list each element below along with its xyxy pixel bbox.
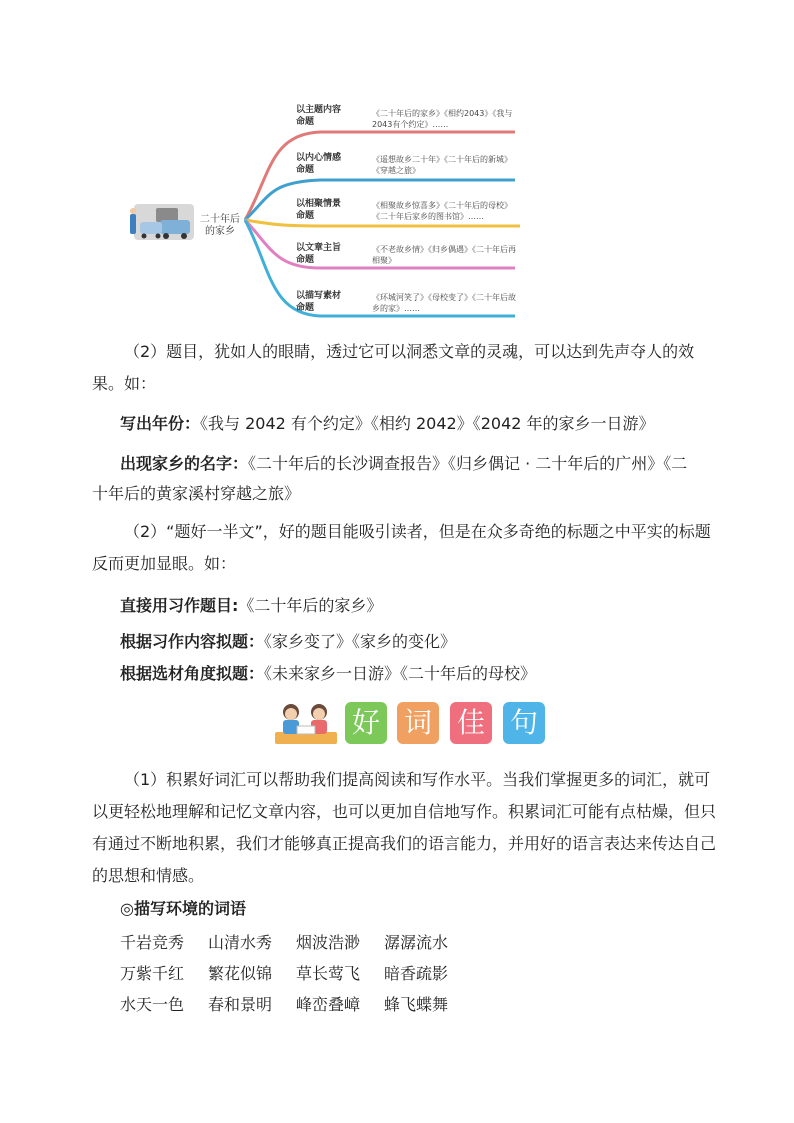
branch-example-gathering: 《相聚故乡惊喜多》《二十年后的母校》《二十年后家乡的图书馆》…… <box>372 201 512 221</box>
paragraph-vocabulary: （1）积累好词汇可以帮助我们提高阅读和写作水平。当我们掌握更多的词汇，就可以更轻松地理解和记忆文章内容，也可以更加自信地写作。积累词汇可能有点枯燥，但只有通过不断地积累，我们才能够真正提高我们的语言能力，并用好的语言表达来传达自己的思想和情感。 <box>92 770 717 885</box>
banner-tile-ju: 句 <box>503 702 545 744</box>
example-year-label: 写出年份： <box>120 414 201 433</box>
example-name-label: 出现家乡的名字： <box>120 454 249 473</box>
word-row <box>120 992 472 1015</box>
angle-title-line <box>120 662 536 686</box>
content-title-line <box>120 630 456 654</box>
paragraph-simple-title: （2）“题好一半文”，好的题目能吸引读者，但是在众多奇绝的标题之中平实的标题反而更加显眼。如： <box>92 522 711 573</box>
branch-label-theme: 以主题内容命题 <box>296 105 342 127</box>
content-title-text: 《家乡变了》《家乡的变化》 <box>264 632 457 651</box>
word-item: 蜂飞蝶舞 <box>384 995 449 1014</box>
word-item: 繁花似锦 <box>208 964 273 983</box>
word-item: 千岩竞秀 <box>120 933 185 952</box>
word-item: 水天一色 <box>120 995 185 1014</box>
direct-title-line <box>120 594 382 618</box>
word-item: 潺潺流水 <box>384 933 449 952</box>
content-title-label: 根据习作内容拟题： <box>120 632 265 651</box>
branch-label-material: 以描写素材命题 <box>296 291 342 313</box>
word-item: 暗香疏影 <box>384 964 449 983</box>
word-item: 万紫千红 <box>120 964 185 983</box>
angle-title-label: 根据选材角度拟题： <box>120 664 265 683</box>
mindmap-center-label: 二十年后的家乡 <box>200 214 240 237</box>
word-item: 草长莺飞 <box>296 964 361 983</box>
branch-label-emotion: 以内心情感命题 <box>296 153 342 175</box>
word-list-title: ◎描写环境的词语 <box>120 899 246 918</box>
example-name-continued: 十年后的黄家溪村穿越之旅》 <box>92 484 301 503</box>
branch-label-purpose: 以文章主旨命题 <box>296 243 342 265</box>
angle-title-text: 《未来家乡一日游》《二十年后的母校》 <box>264 664 537 683</box>
branch-example-emotion: 《遥想故乡二十年》《二十年后的新城》《穿越之旅》 <box>372 155 512 175</box>
mindmap <box>120 96 530 326</box>
word-row <box>120 961 472 984</box>
example-year-text: 《我与 2042 有个约定》《相约 2042》《2042 年的家乡一日游》 <box>200 414 655 433</box>
banner-tile-hao: 好 <box>345 702 387 744</box>
example-year-line <box>120 412 655 436</box>
banner-tile-ci: 词 <box>397 702 439 744</box>
car-scene-illustration <box>130 204 194 240</box>
banner-tile-jia: 佳 <box>450 702 492 744</box>
word-item: 烟波浩渺 <box>296 933 361 952</box>
word-item: 峰峦叠嶂 <box>296 995 361 1014</box>
word-item: 山清水秀 <box>208 933 273 952</box>
paragraph-title-importance: （2）题目，犹如人的眼睛，透过它可以洞悉文章的灵魂，可以达到先声夺人的效果。如： <box>92 342 695 393</box>
example-name-text: 《二十年后的长沙调查报告》《归乡偶记 · 二十年后的广州》《二 <box>248 454 688 473</box>
branch-example-material: 《环城河笑了》《母校变了》《二十年后故乡的家》…… <box>372 293 516 313</box>
direct-title-label: 直接用习作题目: <box>120 596 239 615</box>
example-name-line <box>120 452 687 476</box>
branch-example-purpose: 《不老故乡情》《归乡偶遇》《二十年后再相聚》 <box>372 245 516 265</box>
word-item: 春和景明 <box>208 995 273 1014</box>
students-reading-illustration <box>273 700 339 746</box>
branch-label-gathering: 以相聚情景命题 <box>296 199 342 221</box>
word-row <box>120 930 472 953</box>
direct-title-text: 《二十年后的家乡》 <box>238 596 383 615</box>
branch-example-theme: 《二十年后的家乡》《相约2043》《我与2043有个约定》…… <box>372 109 513 129</box>
